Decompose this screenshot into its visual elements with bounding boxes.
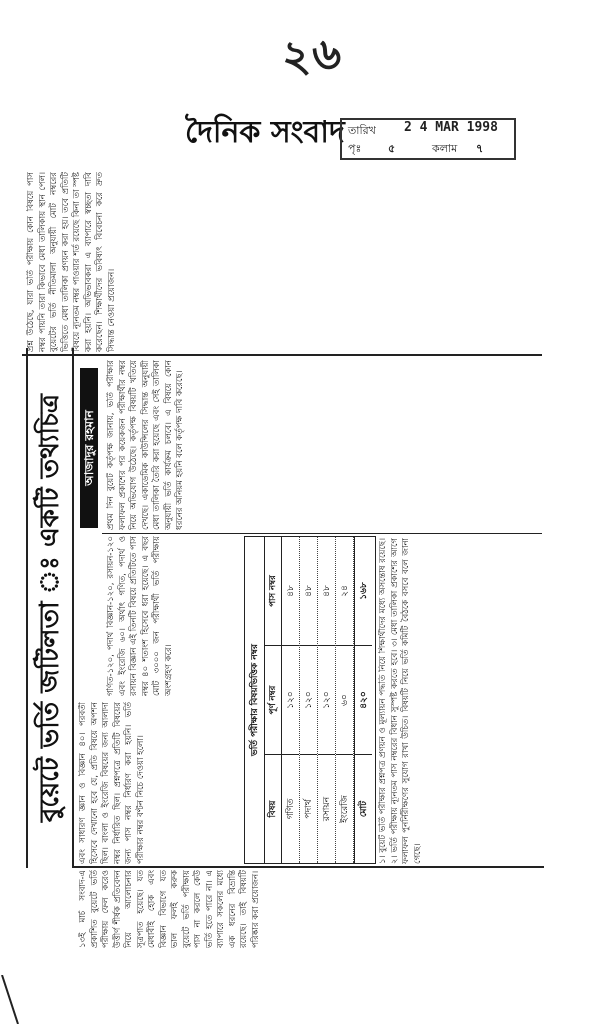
column-1-text: ১৩ই মার্চ সংবাদ-এ প্রকাশিত বুয়েটে ভর্তি পরীক্ষায় ফেল করেও উত্তীর্ণ শীর্ষক প্রতিবেদন নিয়ে আলোচনার সূত্রপাত হয়েছে। যত মেধাবীই হোক এবং বিজ্ঞান বিভাগে যত ভাল ফলই করুক বুয়েটে ভর্তি পরীক্ষায় পাস না করলে কেউ ভর্তি হতে পারে না। এ ব্যাপারে সকলের মধ্যে এক ধরনের বিভ্রান্তি রয়েছে। তাই বিষয়টি পরিষ্কার করা প্রয়োজন। <box>78 870 261 948</box>
stamp-page-label: পৃঃ <box>348 142 362 155</box>
column-divider <box>102 533 542 534</box>
marks-table <box>244 536 376 864</box>
table-cell: ৪৮ <box>286 585 296 597</box>
article-column-4 <box>106 360 536 530</box>
column-5-text: প্রশ্ন উঠেছে, যারা ভর্তি পরীক্ষায় কোন বিষয়ে পাস নম্বর পায়নি তারা কিভাবে মেধা তালিকায় স্থান পেল। বুয়েটের ভর্তি নীতিমালা অনুযায়ী মোট নম্বরের ভিত্তিতে মেধা তালিকা প্রণয়ন করা হয়। তবে প্রতিটি বিষয়ে ন্যূনতম নম্বর পাওয়ার শর্ত রয়েছে কিনা তা স্পষ্ট করা হয়নি। অভিভাবকরা এ ব্যাপারে স্বচ্ছতা দাবি করেছেন। শিক্ষার্থীদের ভবিষ্যৎ বিবেচনা করে দ্রুত সিদ্ধান্ত নেওয়া প্রয়োজন। <box>26 172 117 352</box>
article-headline: বুয়েটে ভর্তি জটিলতা ঃ একটি তথ্যচিত্র <box>26 348 74 868</box>
stamp-date-label: তারিখ <box>348 124 376 137</box>
marks-table-title: ভর্তি পরীক্ষার বিষয়ভিত্তিক নম্বর <box>245 537 265 863</box>
marks-table-header-cell: পাস নম্বর <box>268 575 278 607</box>
table-cell: ১২০ <box>282 645 299 754</box>
handwritten-mark: ২৬ <box>280 27 345 84</box>
column-2-text: এবং সাধারণ জ্ঞান ও বিজ্ঞান ৪০। পরবর্তী হিসেবে দেখানো হবে যে, প্রতি বিষয়ে অপশন ছিল। বাংলা ও ইংরেজি বিষয়ের জন্য আলাদা নম্বর নির্ধারিত ছিল। প্রশ্নপত্রে প্রতিটি বিষয়ের জন্য পাস নম্বর নির্ধারণ করা হয়নি। ভর্তি পরীক্ষার নম্বর বণ্টন নিচে দেওয়া হলো। <box>78 702 146 864</box>
newspaper-clipping <box>18 168 548 948</box>
stamp-column-label: কলাম <box>432 142 458 155</box>
table-row <box>318 537 336 863</box>
table-cell: ৪৮ <box>304 585 314 597</box>
marks-table-header-cell: বিষয় <box>265 754 281 863</box>
stamp-date-value: 2 4 MAR 1998 <box>404 120 498 135</box>
column-divider <box>74 866 544 868</box>
table-cell: ৪২০ <box>355 645 372 754</box>
table-cell: মোট <box>355 754 372 863</box>
table-cell: ২৪ <box>340 585 350 597</box>
table-cell: ইংরেজি <box>336 754 353 863</box>
stamp-column-value: ৭ <box>476 142 484 155</box>
table-total-row <box>354 537 372 863</box>
table-cell: গণিত <box>282 754 299 863</box>
marks-table-header-cell: পূর্ণ নম্বর <box>265 645 281 754</box>
table-row <box>336 537 354 863</box>
stamp-page-value: ৫ <box>388 142 396 155</box>
table-cell: ১২০ <box>318 645 335 754</box>
table-cell: ৬০ <box>336 645 353 754</box>
rotated-article <box>18 168 548 948</box>
table-row <box>282 537 300 863</box>
article-column-2 <box>78 702 238 864</box>
article-byline: আজাদুর রহমান <box>80 368 98 528</box>
date-stamp <box>340 118 516 160</box>
table-cell: ৪৮ <box>322 585 332 597</box>
table-cell: ১২০ <box>300 645 317 754</box>
article-column-1 <box>78 870 543 948</box>
table-cell: রসায়ন <box>318 754 335 863</box>
table-row <box>300 537 318 863</box>
column-6-text: ১। বুয়েট ভর্তি পরীক্ষার প্রশ্নপত্র প্রণয়ন ও মূল্যায়ন পদ্ধতি নিয়ে শিক্ষার্থীদের মধ্যে অসন্তোষ রয়েছে। ২। ভর্তি পরীক্ষায় ন্যূনতম পাস নম্বরের বিধান সুস্পষ্ট করতে হবে। ৩। মেধা তালিকা প্রকাশের আগে ফলাফল পুনর্নিরীক্ষণের সুযোগ রাখা উচিত। বিষয়টি নিয়ে ভর্তি কমিটি বৈঠকে বসবে বলে জানা গেছে। <box>378 538 423 864</box>
article-column-5 <box>26 172 541 352</box>
article-column-6 <box>378 538 540 864</box>
column-3-text: গণিত-১২০, পদার্থ বিজ্ঞান-১২০, রসায়ন-১২০ এবং ইংরেজি ৬০। অর্থাৎ গণিত, পদার্থ ও রসায়ন বিজ্ঞান এই তিনটি বিষয়ে প্রতিটিতে পাস নম্বর ৪০ শতাংশ হিসেবে ধরা হয়েছে। এ বছর মোট ৩০০০ জন পরীক্ষার্থী ভর্তি পরীক্ষায় অংশগ্রহণ করে। <box>106 536 174 696</box>
scan-corner-mark <box>0 975 20 1024</box>
marks-table-header <box>265 537 282 863</box>
column-4-text: প্রথম দিন বুয়েট কর্তৃপক্ষ জানায়, ভর্তি পরীক্ষার ফলাফল প্রকাশের পর কয়েকজন পরীক্ষার্থীর নম্বর নিয়ে অভিযোগ উঠেছে। কর্তৃপক্ষ বিষয়টি খতিয়ে দেখছে। একাডেমিক কাউন্সিলের সিদ্ধান্ত অনুযায়ী মেধা তালিকা তৈরি করা হয়েছে এবং সেই তালিকা অনুযায়ী ভর্তি কার্যক্রম চলবে। এ বিষয়ে কোন ধরনের অনিয়ম হয়নি বলে কর্তৃপক্ষ দাবি করেছে। <box>106 360 185 530</box>
table-cell: পদার্থ <box>300 754 317 863</box>
newspaper-masthead: দৈনিক সংবাদ <box>185 115 345 150</box>
column-divider <box>22 354 542 356</box>
table-cell: ১৬৮ <box>359 582 369 600</box>
